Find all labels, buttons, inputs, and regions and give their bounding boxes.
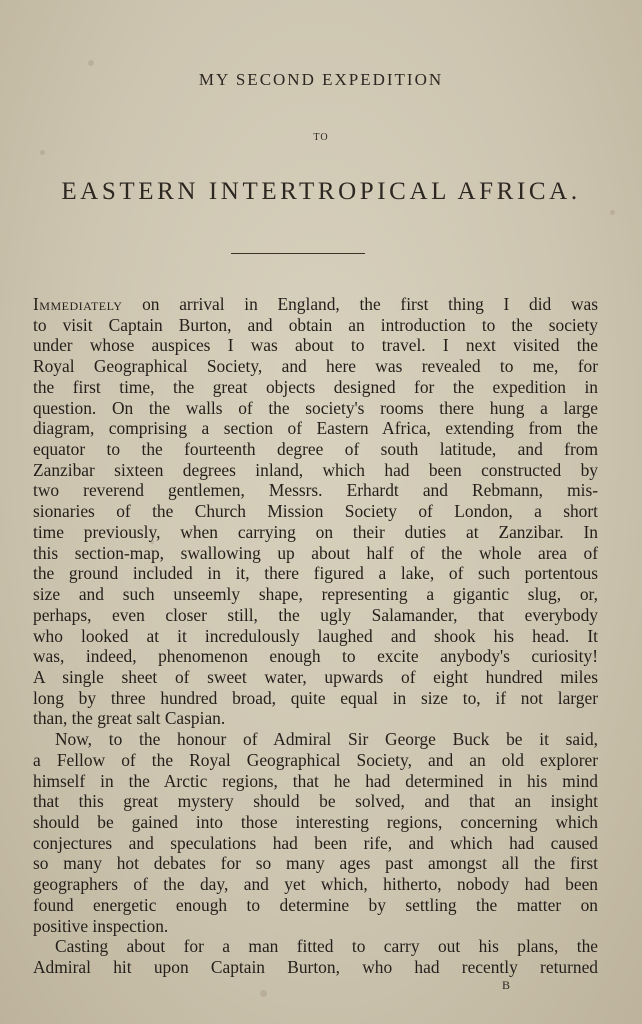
text-line: found energetic enough to determine by settling the matter on [33, 894, 598, 915]
text-line: time previously, when carrying on their duties at Zanzibar. In [33, 521, 598, 542]
signature-mark: B [502, 978, 511, 992]
text-line: the first time, the great objects designed for the expedition in [33, 376, 598, 397]
text-line: diagram, comprising a section of Eastern Africa, extending from the [33, 418, 598, 439]
text-line [33, 294, 598, 315]
text-line: Royal Geographical Society, and here was revealed to me, for [33, 356, 598, 377]
text-line: to visit Captain Burton, and obtain an introduction to the society [33, 314, 598, 335]
paper-foxing-spot [260, 990, 267, 997]
text-line: perhaps, even closer still, the ugly Salamander, that everybody [33, 604, 598, 625]
text-line: Now, to the honour of Admiral Sir George Buck be it said, [55, 729, 598, 750]
text-line: Zanzibar sixteen degrees inland, which had been constructed by [33, 459, 598, 480]
text-line: this section-map, swallowing up about half of the whole area of [33, 542, 598, 563]
text-line: Casting about for a man fitted to carry out his plans, the [55, 936, 598, 957]
text-line: Admiral hit upon Captain Burton, who had recently returned [33, 957, 598, 977]
text-line: who looked at it incredulously laughed and shook his head. It [33, 625, 598, 646]
heading-line-2: EASTERN INTERTROPICAL AFRICA. [61, 178, 581, 205]
text-line: should be gained into those interesting regions, concerning which [33, 811, 598, 832]
text-line: that this great mystery should be solved, and that an insight [33, 791, 598, 812]
heading-to: TO [313, 132, 329, 143]
text-line: positive inspection. [33, 915, 169, 936]
paper-foxing-spot [40, 150, 45, 155]
text-line: than, the great salt Caspian. [33, 708, 226, 729]
heading-rule [231, 253, 365, 254]
paper-foxing-spot [610, 210, 615, 215]
text-line: himself in the Arctic regions, that he had determined in his mind [33, 770, 598, 791]
body-text [33, 294, 598, 978]
text-line: was, indeed, phenomenon enough to excite anybody's curiosity! [33, 646, 598, 667]
text-line: a Fellow of the Royal Geographical Society, and an old explorer [33, 749, 598, 770]
text-line-rest: on arrival in England, the first thing I did was [122, 294, 598, 314]
text-line: sionaries of the Church Mission Society of London, a short [33, 501, 598, 522]
text-line: under whose auspices I was about to travel. I next visited the [33, 335, 598, 356]
text-line: equator to the fourteenth degree of south latitude, and from [33, 439, 598, 460]
first-word: Immediately [33, 294, 123, 314]
text-line: size and such unseemly shape, representing a gigantic slug, or, [33, 584, 598, 605]
heading-line-1: MY SECOND EXPEDITION [198, 70, 444, 89]
text-line: geographers of the day, and yet which, hitherto, nobody had been [33, 874, 598, 895]
text-line: so many hot debates for so many ages past amongst all the first [33, 853, 598, 874]
text-line: question. On the walls of the society's rooms there hung a large [33, 397, 598, 418]
text-line: long by three hundred broad, quite equal in size to, if not larger [33, 687, 598, 708]
text-line: the ground included in it, there figured a lake, of such portentous [33, 563, 598, 584]
text-line: conjectures and speculations had been rife, and which had caused [33, 832, 598, 853]
text-line: A single sheet of sweet water, upwards of eight hundred miles [33, 666, 598, 687]
paper-foxing-spot [88, 60, 94, 66]
text-line: two reverend gentlemen, Messrs. Erhardt and Rebmann, mis- [33, 480, 598, 501]
